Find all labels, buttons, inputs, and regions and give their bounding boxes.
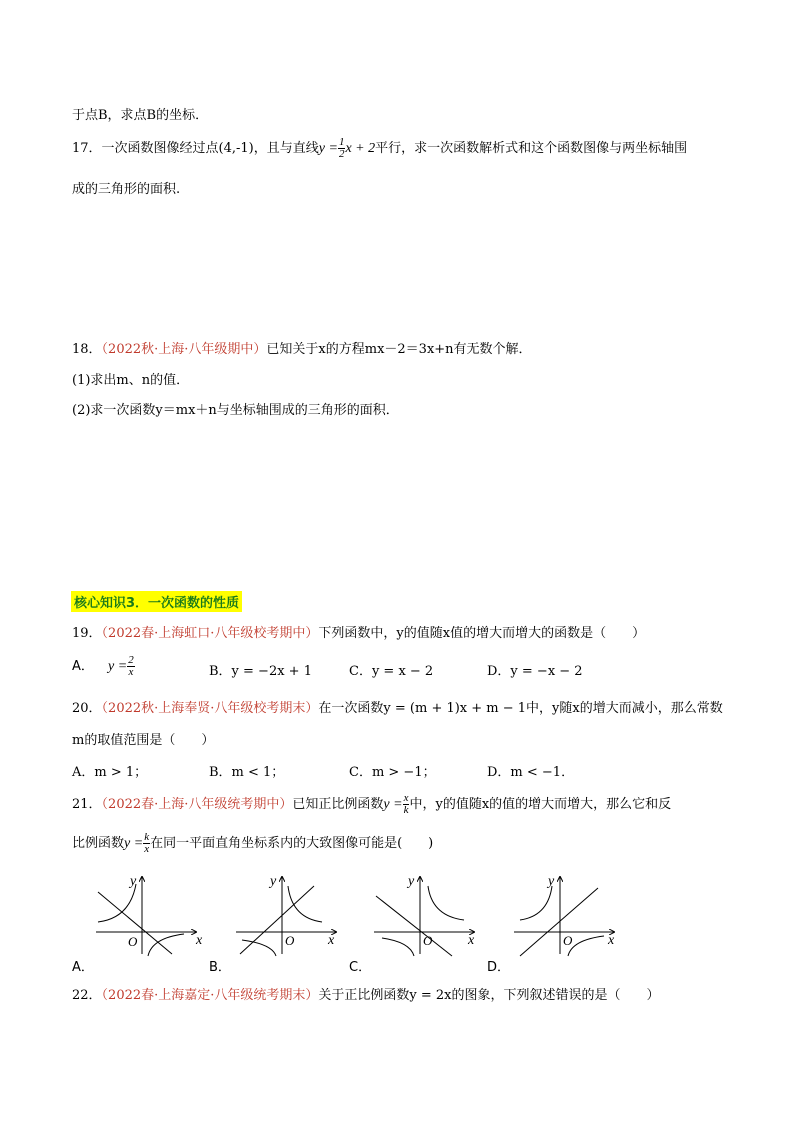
q19-source: （2022春·上海虹口·八年级校考期中） — [101, 626, 319, 641]
q21-option-b: B． — [209, 960, 231, 975]
q18-part1: (1)求出m、n的值． — [72, 373, 190, 388]
q19-option-a-fraction — [127, 655, 135, 678]
q22-source: （2022春·上海嘉定·八年级统考期末） — [101, 988, 319, 1003]
q21-number: 21． — [72, 797, 102, 812]
q21-option-a: A． — [72, 960, 94, 975]
q20-number: 20． — [72, 701, 102, 716]
q20-line1 — [72, 697, 723, 716]
hyperbola-branch — [98, 884, 136, 922]
q21-line2-post: 在同一平面直角坐标系内的大致图像可能是( ) — [150, 836, 434, 851]
x-axis-label: x — [196, 933, 203, 948]
line-graph — [240, 886, 314, 954]
q20-option-c: C．m > −1； — [349, 765, 436, 780]
q17-line2: 成的三角形的面积. — [72, 182, 181, 197]
q19-line1 — [72, 622, 645, 641]
q21-frac-den: k — [403, 804, 409, 816]
y-axis-label: y — [548, 874, 555, 889]
q21-text-pre: 已知正比例函数 — [292, 797, 384, 812]
q19-option-a-lhs: y = — [108, 659, 128, 674]
q21-text-post: 中，y的值随x的值的增大而增大，那么它和反 — [409, 797, 672, 812]
q20-option-d: D．m < −1． — [487, 765, 575, 780]
section-heading: 核心知识3．一次函数的性质 — [71, 591, 242, 612]
q21-option-c: C． — [349, 960, 372, 975]
q19-option-c: C．y = x − 2 — [349, 664, 434, 679]
q19-option-a-den: x — [128, 666, 134, 678]
q17-text-pre: 一次函数图像经过点(4,-1)，且与直线 — [101, 141, 319, 156]
q19-text: 下列函数中，y的值随x值的增大而增大的函数是（ ） — [318, 626, 646, 641]
q21-option-d: D． — [487, 960, 511, 975]
q21-graph-d — [510, 872, 625, 957]
q19-number: 19． — [72, 626, 102, 641]
hyperbola-branch — [148, 934, 184, 956]
q21-line2-den: x — [144, 843, 150, 855]
q21-line2 — [72, 832, 433, 855]
hyperbola-branch — [382, 938, 414, 956]
q21-source: （2022春·上海·八年级统考期中） — [101, 797, 293, 812]
y-axis-label: y — [270, 874, 277, 889]
q17-line1 — [72, 137, 687, 160]
q21-graph-c — [370, 872, 485, 957]
q21-line1 — [72, 793, 671, 816]
q21-line2-lhs: y = — [124, 836, 144, 851]
q21-graph-b — [232, 872, 347, 957]
q19-option-a-num: 2 — [128, 654, 134, 666]
q22-line1 — [72, 984, 660, 1003]
x-axis-label: x — [328, 933, 335, 948]
origin-label: O — [563, 933, 573, 948]
q20-line2: m的取值范围是（ ） — [72, 733, 215, 748]
x-axis-label: x — [608, 933, 615, 948]
q20-option-b: B．m < 1； — [209, 765, 285, 780]
q21-eq-lhs: y = — [383, 797, 403, 812]
hyperbola-branch — [520, 886, 552, 920]
q21-graph-a — [92, 872, 207, 957]
q18-part2: (2)求一次函数y＝mx＋n与坐标轴围成的三角形的面积． — [72, 403, 399, 418]
q18-number: 18． — [72, 342, 102, 357]
q20-option-a: A．m > 1； — [72, 765, 148, 780]
q20-text: 在一次函数y = (m + 1)x + m − 1中，y随x的增大而减小，那么常数 — [318, 701, 723, 716]
q16-tail-text: 于点B，求点B的坐标． — [72, 108, 209, 123]
hyperbola-branch — [288, 886, 322, 922]
q18-line1 — [72, 338, 532, 357]
y-axis-label: y — [408, 874, 415, 889]
q17-number: 17． — [72, 141, 102, 156]
q19-option-a — [72, 655, 135, 678]
hyperbola-branch — [568, 936, 604, 956]
q19-option-b: B．y = −2x + 1 — [209, 664, 312, 679]
q22-text: 关于正比例函数y = 2x的图象，下列叙述错误的是（ ） — [318, 988, 660, 1003]
q21-line2-num: k — [144, 831, 150, 843]
hyperbola-branch — [428, 886, 464, 920]
q20-source: （2022秋·上海奉贤·八年级校考期末） — [101, 701, 319, 716]
origin-label: O — [128, 934, 138, 949]
origin-label: O — [285, 933, 295, 948]
q22-number: 22． — [72, 988, 102, 1003]
q21-frac-num: x — [403, 792, 409, 804]
q17-eq-rhs: x + 2 — [345, 141, 376, 156]
q19-option-d: D．y = −x − 2 — [487, 664, 583, 679]
q19-option-a-label: A． — [72, 659, 94, 674]
x-axis-label: x — [468, 933, 475, 948]
q17-text-post: 平行，求一次函数解析式和这个函数图像与两坐标轴围 — [375, 141, 688, 156]
line-graph — [520, 888, 598, 956]
q17-frac-den: 2 — [338, 148, 345, 160]
q21-line2-pre: 比例函数 — [72, 836, 125, 851]
origin-label: O — [423, 933, 433, 948]
y-axis-label: y — [130, 874, 137, 889]
q17-frac-num: 1 — [338, 136, 345, 148]
line-graph — [376, 896, 452, 956]
q18-source: （2022秋·上海·八年级期中） — [101, 342, 267, 357]
q17-eq-lhs: y = — [318, 141, 338, 156]
q18-text: 已知关于x的方程mx－2＝3x+n有无数个解． — [266, 342, 532, 357]
